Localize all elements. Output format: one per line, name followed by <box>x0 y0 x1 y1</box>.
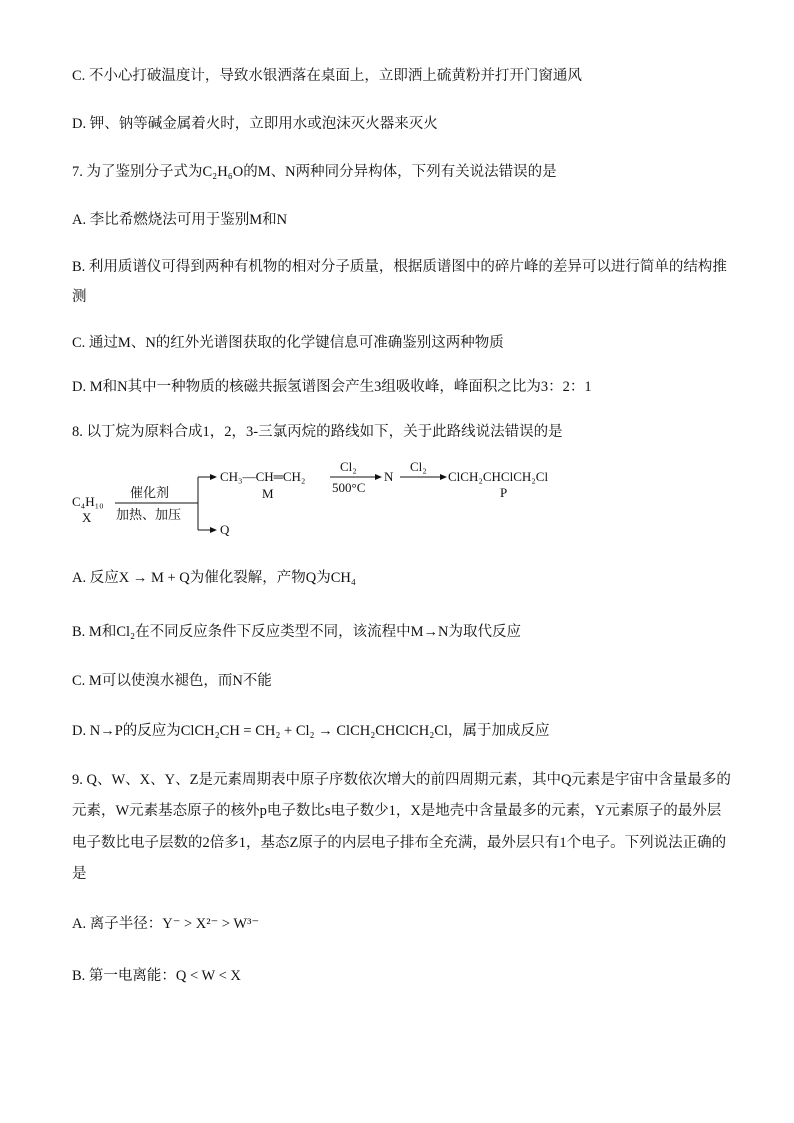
option-c-q6: C. 不小心打破温度计，导致水银洒落在桌面上，立即洒上硫黄粉并打开门窗通风 <box>72 68 582 84</box>
arrow-head-m <box>210 474 217 480</box>
option-d-q6: D. 钾、钠等碱金属着火时，立即用水或泡沫灭火器来灭火 <box>72 116 438 132</box>
arrow-head-p <box>440 474 447 480</box>
catalyst-label: 催化剂 <box>130 485 170 500</box>
option-d-q8: D. N→P的反应为ClCH₂CH = CH₂ + Cl₂ → ClCH₂CHClCH₂Cl，属于加成反应 <box>72 723 550 739</box>
option-a-q7: A. 李比希燃烧法可用于鉴别M和N <box>72 212 288 228</box>
step2-condition: 500°C <box>332 480 366 495</box>
option-c-q8: C. M可以使溴水褪色，而N不能 <box>72 673 272 689</box>
formula-ch4: CH₄ <box>330 570 356 586</box>
step2-reagent: Cl₂ <box>340 459 357 474</box>
option-b-q8: B. M和Cl₂在不同反应条件下反应类型不同，该流程中M→N为取代反应 <box>72 624 521 640</box>
question-9-line4: 是 <box>72 866 87 882</box>
reaction-x-formula: X → M + Q <box>118 570 190 586</box>
option-b-q7-cont: 测 <box>72 289 87 305</box>
option-b-q7: B. 利用质谱仪可得到两种有机物的相对分子质量，根据质谱图中的碎片峰的差异可以进行简单的结构推 <box>72 259 727 275</box>
option-c-q7: C. 通过M、N的红外光谱图获取的化学键信息可准确鉴别这两种物质 <box>72 335 504 351</box>
ionic-radius-formula: Y⁻ > X²⁻ > W³⁻ <box>162 916 260 932</box>
formula-cl2: Cl₂ <box>116 624 136 640</box>
ionization-formula: Q < W < X <box>175 968 241 984</box>
product-m: CH₃—CH═CH₂ <box>220 469 306 484</box>
product-q: Q <box>220 522 230 537</box>
intermediate-n: N <box>384 469 394 484</box>
option-b-q9: B. 第一电离能：Q < W < X <box>72 968 241 984</box>
option-a-q9: A. 离子半径：Y⁻ > X²⁻ > W³⁻ <box>72 916 260 932</box>
arrow-head-q <box>210 527 217 533</box>
option-a-q8: A. 反应X → M + Q为催化裂解，产物Q为CH₄ <box>72 570 356 586</box>
conditions-label: 加热、加压 <box>116 507 182 522</box>
product-m-label: M <box>262 486 274 501</box>
formula-c2h6o: C₂H₆O <box>202 164 244 180</box>
question-7: 7. 为了鉴别分子式为C₂H₆O的M、N两种同分异构体，下列有关说法错误的是 <box>72 164 557 180</box>
question-8: 8. 以丁烷为原料合成1，2，3-三氯丙烷的路线如下，关于此路线说法错误的是 <box>72 424 563 440</box>
arrow-head-n <box>375 474 382 480</box>
question-9-line3: 电子数比电子层数的2倍多1，基态Z原子的内层电子排布全充满，最外层只有1个电子。下列说法正确的 <box>72 835 727 851</box>
product-p: ClCH₂CHClCH₂Cl <box>448 469 549 484</box>
step3-reagent: Cl₂ <box>410 459 427 474</box>
option-d-q7: D. M和N其中一种物质的核磁共振氢谱图会产生3组吸收峰，峰面积之比为3：2：1 <box>72 379 592 395</box>
reaction-scheme <box>70 452 590 544</box>
reactant-label: X <box>82 510 92 525</box>
np-reaction-formula: ClCH₂CH = CH₂ + Cl₂ → ClCH₂CHClCH₂Cl <box>180 723 449 739</box>
reactant-x: C₄H₁₀ <box>72 494 104 509</box>
question-9-line2: 元素，W元素基态原子的核外p电子数比s电子数少1，X是地壳中含量最多的元素，Y元素原子的最外层 <box>72 803 722 819</box>
question-9-line1: 9. Q、W、X、Y、Z是元素周期表中原子序数依次增大的前四周期元素，其中Q元素是宇宙中含量最多的 <box>72 772 731 788</box>
product-p-label: P <box>500 485 508 500</box>
